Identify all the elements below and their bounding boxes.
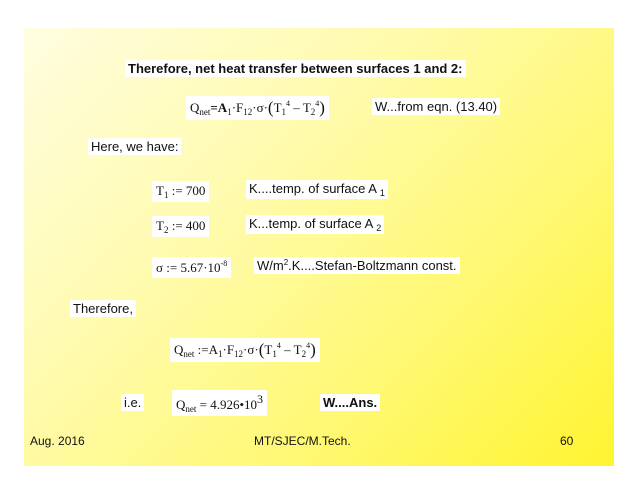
formula-net-heat-transfer: $Q_{net}=A_1\cdot F_{12}\cdot\sigma\cdot(T_1^4 - T_2^4)$: [186, 96, 329, 120]
footer-center: MT/SJEC/M.Tech.: [254, 434, 351, 448]
ie-text: i.e.: [121, 394, 144, 411]
formula-net-heat-assign: $Q_{net}$ $:=A_1\cdot F_{12}\cdot\sigma\cdot(T_1^4 - T_2^4)$: [170, 338, 320, 362]
t1-description: K....temp. of surface A $_1$: [246, 180, 388, 199]
heading: Therefore, net heat transfer between surfaces 1 and 2:: [125, 60, 466, 77]
sigma-definition: σ := $5.67\cdot 10^{-8}$: [152, 257, 231, 278]
page-number: 60: [560, 434, 574, 448]
sigma-description: $W/m^2.K....Stefan$-Boltzmann const.: [254, 257, 460, 274]
result-equation: $Q_{net}$ = $4.926•10^3$: [172, 390, 267, 416]
slide: [24, 28, 614, 466]
intro-text: Here, we have:: [88, 138, 181, 155]
answer-label: W....Ans.: [320, 394, 380, 411]
formula1-note: W...from eqn. (13.40): [372, 98, 500, 115]
t2-definition: $T_2$ := 400: [152, 216, 209, 237]
therefore-text: Therefore,: [70, 300, 136, 317]
footer-date: Aug. 2016: [30, 434, 85, 448]
t2-description: K...temp. of surface A $_2$: [246, 215, 384, 234]
t1-definition: $T_1$ := 700: [152, 181, 209, 202]
